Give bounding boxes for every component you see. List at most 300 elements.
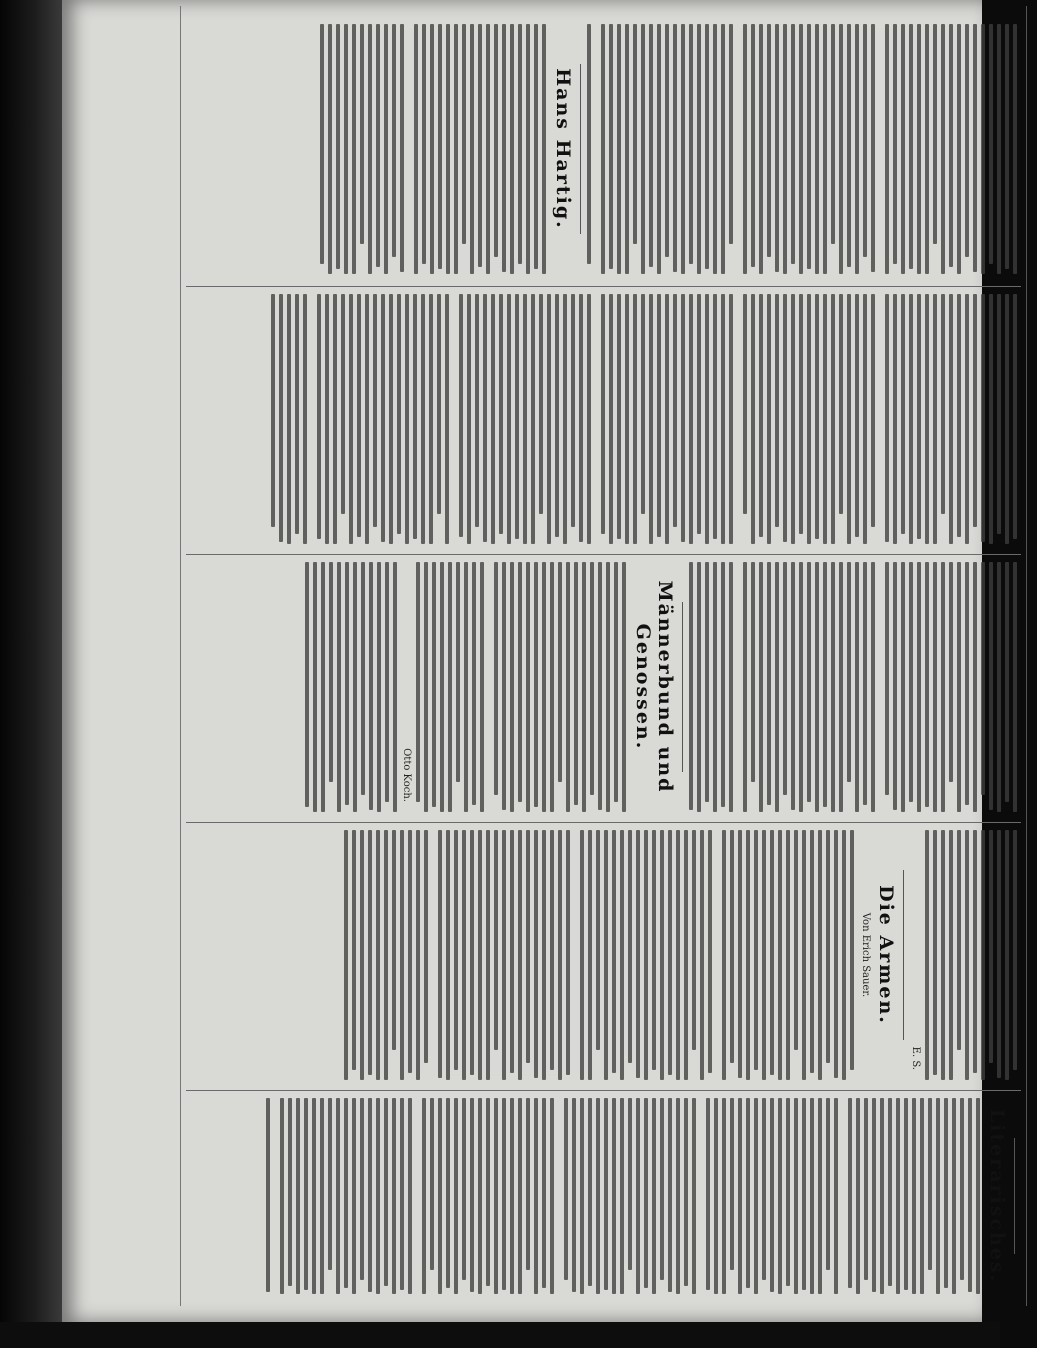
text-line	[863, 562, 867, 805]
text-line	[818, 830, 822, 1080]
text-line	[446, 830, 450, 1080]
text-line	[839, 294, 843, 514]
text-line	[831, 24, 835, 244]
text-line	[689, 294, 693, 544]
text-line	[721, 562, 725, 807]
article-heading: Literarisches.	[986, 1108, 1008, 1284]
text-line	[968, 1098, 972, 1292]
text-line	[791, 24, 795, 264]
text-line	[965, 830, 969, 1080]
text-line	[357, 294, 361, 537]
column-4	[186, 830, 1021, 1080]
text-line	[572, 1098, 576, 1292]
text-line	[280, 1098, 284, 1294]
text-line	[574, 562, 578, 805]
text-line	[791, 294, 795, 544]
text-line	[329, 562, 333, 782]
text-line	[588, 1098, 592, 1286]
text-line	[759, 24, 763, 274]
text-line	[392, 830, 396, 1050]
text-line	[641, 24, 645, 274]
text-line	[799, 24, 803, 274]
text-line	[928, 1098, 932, 1270]
text-line	[738, 830, 742, 1078]
text-line	[328, 1098, 332, 1270]
text-line	[518, 562, 522, 802]
text-line	[502, 830, 506, 1080]
text-line	[855, 24, 859, 274]
text-line	[389, 294, 393, 544]
text-line	[641, 294, 645, 514]
text-line	[368, 24, 372, 274]
text-line	[794, 1098, 798, 1294]
text-line	[949, 562, 953, 782]
text-line	[478, 24, 482, 267]
text-line	[936, 1098, 940, 1294]
text-line	[976, 1098, 980, 1294]
text-line	[657, 294, 661, 537]
text-line	[839, 562, 843, 812]
text-line	[823, 24, 827, 274]
text-line	[480, 562, 484, 812]
text-line	[385, 562, 389, 802]
text-line	[486, 830, 490, 1080]
scan-border-bottom	[0, 1322, 1000, 1348]
text-line	[483, 294, 487, 542]
text-line	[697, 24, 701, 274]
text-line	[486, 1098, 490, 1286]
text-line	[384, 24, 388, 274]
text-line	[462, 24, 466, 244]
text-line	[636, 1098, 640, 1294]
text-line	[692, 1098, 696, 1294]
text-line	[377, 562, 381, 812]
text-line	[397, 294, 401, 534]
text-line	[941, 294, 945, 514]
text-line	[925, 294, 929, 544]
text-line	[786, 1098, 790, 1286]
text-line	[596, 1098, 600, 1294]
text-line	[989, 830, 993, 1063]
text-line	[722, 830, 726, 1080]
text-line	[588, 830, 592, 1080]
text-line	[925, 830, 929, 1080]
text-line	[815, 562, 819, 812]
text-line	[405, 294, 409, 544]
text-line	[649, 294, 653, 544]
text-line	[826, 830, 830, 1063]
column-divider	[186, 554, 1021, 555]
text-line	[462, 1098, 466, 1280]
text-line	[303, 294, 307, 544]
text-line	[344, 24, 348, 274]
text-line	[807, 562, 811, 802]
text-line	[271, 294, 275, 527]
text-line	[1013, 24, 1017, 274]
text-line	[871, 24, 875, 272]
text-line	[700, 830, 704, 1080]
text-line	[925, 562, 929, 807]
text-line	[989, 24, 993, 264]
text-line	[333, 294, 337, 544]
text-line	[880, 1098, 884, 1294]
text-line	[949, 830, 953, 1080]
article-signature: Otto Koch.	[401, 748, 412, 802]
text-line	[445, 294, 449, 544]
text-line	[933, 294, 937, 544]
text-line	[550, 1098, 554, 1294]
text-line	[312, 1098, 316, 1294]
text-line	[871, 294, 875, 527]
text-line	[526, 830, 530, 1063]
text-line	[794, 830, 798, 1050]
section-separator	[682, 602, 683, 772]
text-line	[917, 24, 921, 274]
text-line	[743, 24, 747, 274]
text-line	[831, 294, 835, 544]
text-line	[917, 562, 921, 812]
text-line	[775, 24, 779, 272]
text-line	[697, 294, 701, 534]
text-line	[941, 830, 945, 1080]
text-line	[424, 830, 428, 1063]
text-line	[847, 294, 851, 544]
text-line	[376, 24, 380, 267]
text-line	[933, 830, 937, 1075]
text-line	[413, 294, 417, 539]
text-line	[901, 562, 905, 812]
text-line	[601, 294, 605, 534]
text-line	[596, 830, 600, 1050]
text-line	[1005, 830, 1009, 1080]
text-line	[325, 294, 329, 544]
text-line	[542, 562, 546, 812]
text-line	[689, 562, 693, 810]
text-line	[767, 294, 771, 544]
text-line	[676, 830, 680, 1080]
text-line	[416, 830, 420, 1080]
text-line	[352, 24, 356, 274]
text-line	[834, 830, 838, 1078]
text-line	[770, 830, 774, 1075]
text-line	[799, 294, 803, 534]
text-line	[392, 24, 396, 257]
text-line	[472, 562, 476, 805]
text-line	[885, 294, 889, 542]
text-line	[810, 830, 814, 1073]
text-line	[847, 24, 851, 267]
text-line	[831, 562, 835, 812]
text-line	[438, 830, 442, 1078]
text-line	[746, 1098, 750, 1288]
text-line	[510, 1098, 514, 1294]
text-line	[652, 1098, 656, 1294]
text-line	[738, 1098, 742, 1294]
text-line	[313, 562, 317, 812]
text-line	[352, 1098, 356, 1294]
text-line	[604, 830, 608, 1080]
text-line	[620, 1098, 624, 1294]
text-line	[609, 294, 613, 544]
text-line	[973, 562, 977, 812]
text-line	[960, 1098, 964, 1280]
text-line	[365, 294, 369, 544]
text-line	[721, 24, 725, 274]
text-line	[422, 24, 426, 264]
text-line	[754, 1098, 758, 1294]
text-line	[989, 294, 993, 544]
text-line	[345, 562, 349, 805]
text-line	[730, 830, 734, 1063]
text-line	[657, 24, 661, 274]
text-line	[523, 294, 527, 544]
text-line	[408, 830, 412, 1073]
text-line	[384, 1098, 388, 1286]
text-line	[705, 24, 709, 269]
text-line	[526, 24, 530, 274]
text-line	[510, 562, 514, 812]
text-line	[729, 24, 733, 244]
text-line	[697, 562, 701, 812]
text-line	[981, 294, 985, 542]
text-line	[622, 562, 626, 812]
text-line	[896, 1098, 900, 1294]
article-heading: Hans Hartig.	[552, 68, 574, 230]
text-line	[381, 294, 385, 542]
text-line	[328, 24, 332, 274]
text-line	[802, 830, 806, 1080]
text-line	[855, 294, 859, 537]
text-line	[705, 294, 709, 544]
text-line	[778, 1098, 782, 1294]
text-line	[341, 294, 345, 514]
text-line	[815, 294, 819, 539]
text-line	[957, 830, 961, 1050]
text-line	[336, 1098, 340, 1294]
text-line	[510, 830, 514, 1073]
column-1	[186, 24, 1021, 274]
text-line	[454, 1098, 458, 1294]
text-line	[368, 1098, 372, 1292]
text-line	[491, 294, 495, 544]
text-line	[1013, 830, 1017, 1070]
text-line	[973, 294, 977, 527]
text-line	[729, 562, 733, 812]
text-line	[558, 830, 562, 1080]
text-line	[478, 830, 482, 1080]
text-line	[912, 1098, 916, 1294]
text-line	[580, 830, 584, 1080]
text-line	[470, 830, 474, 1075]
text-line	[834, 1098, 838, 1294]
text-line	[353, 562, 357, 812]
text-line	[518, 1098, 522, 1294]
text-line	[839, 24, 843, 274]
text-line	[373, 294, 377, 527]
text-line	[526, 562, 530, 812]
text-line	[850, 830, 854, 1070]
text-line	[684, 830, 688, 1080]
rotated-newsprint	[157, 6, 1037, 1306]
text-line	[681, 24, 685, 274]
text-line	[823, 294, 827, 544]
text-line	[888, 1098, 892, 1286]
text-line	[783, 24, 787, 274]
text-line	[997, 294, 1001, 534]
column-divider	[186, 1090, 1021, 1091]
text-line	[1005, 562, 1009, 802]
text-line	[864, 1098, 868, 1280]
text-line	[981, 562, 985, 795]
text-line	[422, 1098, 426, 1294]
text-line	[392, 1098, 396, 1294]
text-line	[486, 24, 490, 274]
text-line	[558, 562, 562, 782]
text-line	[446, 24, 450, 274]
text-line	[502, 24, 506, 272]
text-line	[692, 830, 696, 1050]
text-line	[454, 830, 458, 1070]
section-separator	[1014, 1138, 1015, 1254]
text-line	[660, 830, 664, 1080]
text-line	[775, 562, 779, 812]
text-line	[909, 562, 913, 802]
text-line	[518, 830, 522, 1080]
header-rule	[1026, 6, 1027, 1306]
text-line	[633, 24, 637, 244]
text-line	[416, 562, 420, 802]
text-line	[633, 294, 637, 544]
text-line	[713, 562, 717, 812]
text-line	[729, 294, 733, 544]
text-line	[807, 294, 811, 544]
text-line	[965, 24, 969, 257]
text-line	[743, 562, 747, 812]
text-line	[617, 24, 621, 274]
text-line	[612, 1098, 616, 1294]
text-line	[542, 24, 546, 274]
text-line	[287, 294, 291, 544]
text-line	[620, 830, 624, 1080]
text-line	[713, 24, 717, 274]
text-line	[609, 24, 613, 269]
text-line	[349, 294, 353, 544]
text-line	[526, 1098, 530, 1270]
text-line	[665, 24, 669, 257]
text-line	[965, 562, 969, 805]
text-line	[580, 1098, 584, 1294]
text-line	[360, 1098, 364, 1280]
text-line	[957, 24, 961, 274]
text-line	[424, 562, 428, 812]
text-line	[448, 562, 452, 812]
text-line	[534, 24, 538, 269]
text-line	[676, 1098, 680, 1294]
text-line	[957, 294, 961, 537]
text-line	[430, 1098, 434, 1270]
column-5	[186, 1098, 1021, 1294]
text-line	[305, 562, 309, 807]
text-line	[1013, 562, 1017, 812]
text-line	[810, 1098, 814, 1294]
text-line	[997, 562, 1001, 812]
text-line	[730, 1098, 734, 1270]
text-line	[751, 24, 755, 267]
text-line	[430, 24, 434, 274]
text-line	[437, 294, 441, 514]
text-line	[652, 830, 656, 1070]
text-line	[454, 24, 458, 274]
text-line	[842, 830, 846, 1080]
text-line	[279, 294, 283, 542]
text-line	[429, 294, 433, 544]
text-line	[459, 294, 463, 537]
text-line	[957, 562, 961, 812]
text-line	[295, 294, 299, 534]
text-line	[901, 294, 905, 534]
text-line	[400, 830, 404, 1080]
text-line	[973, 24, 977, 272]
text-line	[470, 1098, 474, 1292]
text-line	[981, 830, 985, 1080]
text-line	[564, 1098, 568, 1280]
text-line	[499, 294, 503, 534]
text-line	[762, 1098, 766, 1280]
text-line	[438, 1098, 442, 1294]
text-line	[464, 562, 468, 812]
text-line	[563, 294, 567, 544]
text-line	[317, 294, 321, 539]
text-line	[494, 562, 498, 795]
text-line	[871, 562, 875, 812]
text-line	[681, 294, 685, 542]
text-line	[320, 1098, 324, 1294]
text-line	[668, 1098, 672, 1292]
text-line	[973, 830, 977, 1073]
section-separator	[903, 870, 904, 1040]
text-line	[909, 24, 913, 269]
article-heading: Die Armen.	[875, 885, 897, 1025]
text-line	[421, 294, 425, 544]
text-line	[628, 830, 632, 1063]
text-line	[721, 294, 725, 544]
text-line	[783, 294, 787, 542]
text-line	[949, 294, 953, 544]
text-line	[981, 24, 985, 274]
text-line	[604, 1098, 608, 1290]
text-line	[872, 1098, 876, 1292]
text-line	[746, 830, 750, 1080]
text-line	[885, 562, 889, 795]
text-line	[587, 24, 591, 264]
text-line	[944, 1098, 948, 1288]
text-line	[823, 562, 827, 807]
text-line	[713, 294, 717, 539]
text-line	[475, 294, 479, 527]
text-line	[510, 24, 514, 274]
text-line	[901, 24, 905, 274]
text-line	[893, 562, 897, 810]
text-line	[754, 830, 758, 1070]
text-line	[296, 1098, 300, 1294]
text-line	[598, 562, 602, 810]
text-line	[462, 830, 466, 1080]
text-line	[625, 294, 629, 544]
text-line	[550, 830, 554, 1070]
text-line	[368, 830, 372, 1075]
text-line	[893, 24, 897, 264]
text-line	[456, 562, 460, 782]
